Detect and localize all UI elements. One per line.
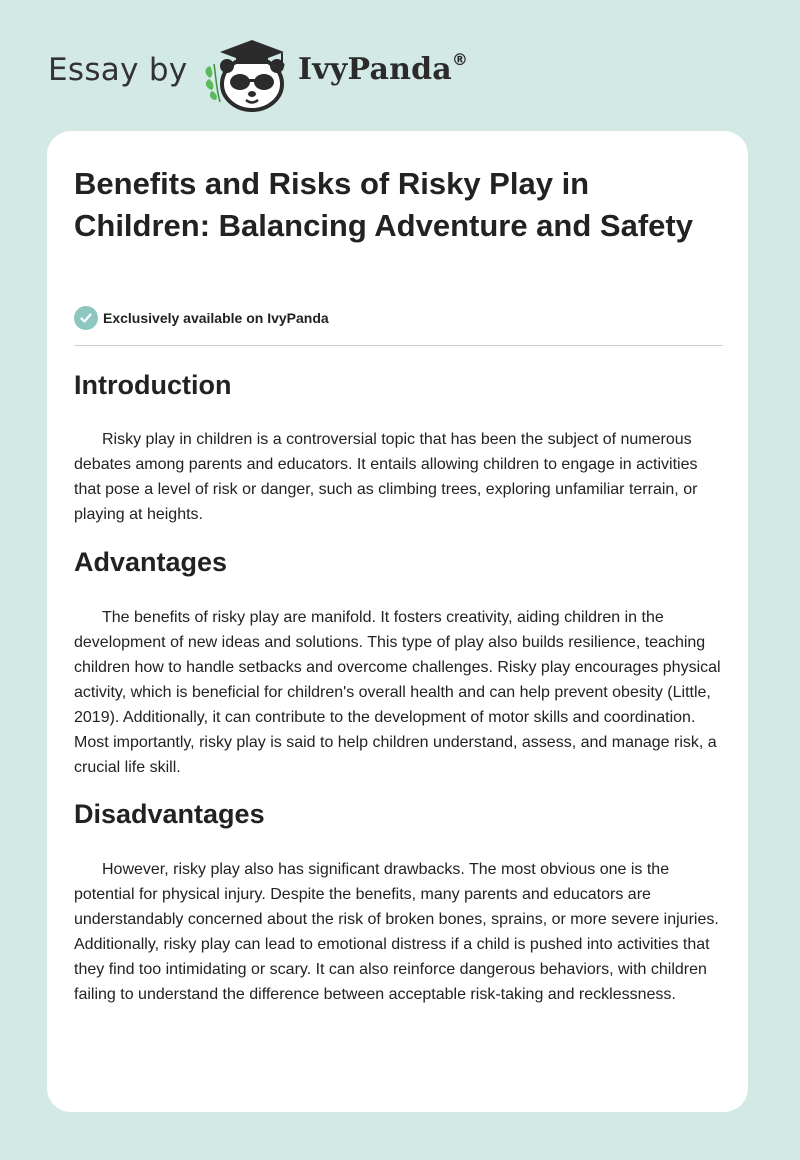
article-card <box>47 131 748 1112</box>
section-text-advantages: The benefits of risky play are manifold. It fosters creativity, aiding children in the development of new ideas and solutions. This type of play also builds resilience, teaching children how to handle setbacks and overcome challenges. Risky play encourages physical activity, which is beneficial for children's overall health and can help prevent obesity (Little, 2019). Additionally, it can contribute to the development of motor skills and coordination. Most importantly, risky play is said to help children understand, assess, and manage risk, a crucial life skill. <box>74 609 721 776</box>
exclusive-badge <box>74 306 329 330</box>
article-title: Benefits and Risks of Risky Play in Children: Balancing Adventure and Safety <box>74 166 693 243</box>
section-text-introduction: Risky play in children is a controversial topic that has been the subject of numerous debates among parents and educators. It entails allowing children to engage in activities that pose a level of risk or danger, such as climbing trees, exploring unfamiliar terrain, or playing at heights. <box>74 431 698 523</box>
section-heading-introduction: Introduction <box>74 370 232 400</box>
check-circle-icon <box>74 306 98 330</box>
site-header <box>48 34 748 114</box>
registered-mark: ® <box>451 50 469 69</box>
panda-logo-icon[interactable] <box>202 34 294 114</box>
title-divider <box>74 345 723 346</box>
brand-name[interactable]: IvyPanda® <box>298 50 469 87</box>
essay-by-label: Essay by <box>48 52 188 88</box>
section-heading-advantages: Advantages <box>74 547 228 577</box>
exclusive-badge-label: Exclusively available on IvyPanda <box>103 310 329 326</box>
section-text-disadvantages: However, risky play also has significant drawbacks. The most obvious one is the potential for physical injury. Despite the benefits, many parents and educators are understandably concerned about the risk of broken bones, sprains, or more severe injuries. Additionally, risky play can lead to emotional distress if a child is pushed into activities that they find too intimidating or scary. It can also reinforce dangerous behaviors, with children failing to understand the difference between acceptable risk-taking and recklessness. <box>74 861 719 1003</box>
section-heading-disadvantages: Disadvantages <box>74 799 265 829</box>
